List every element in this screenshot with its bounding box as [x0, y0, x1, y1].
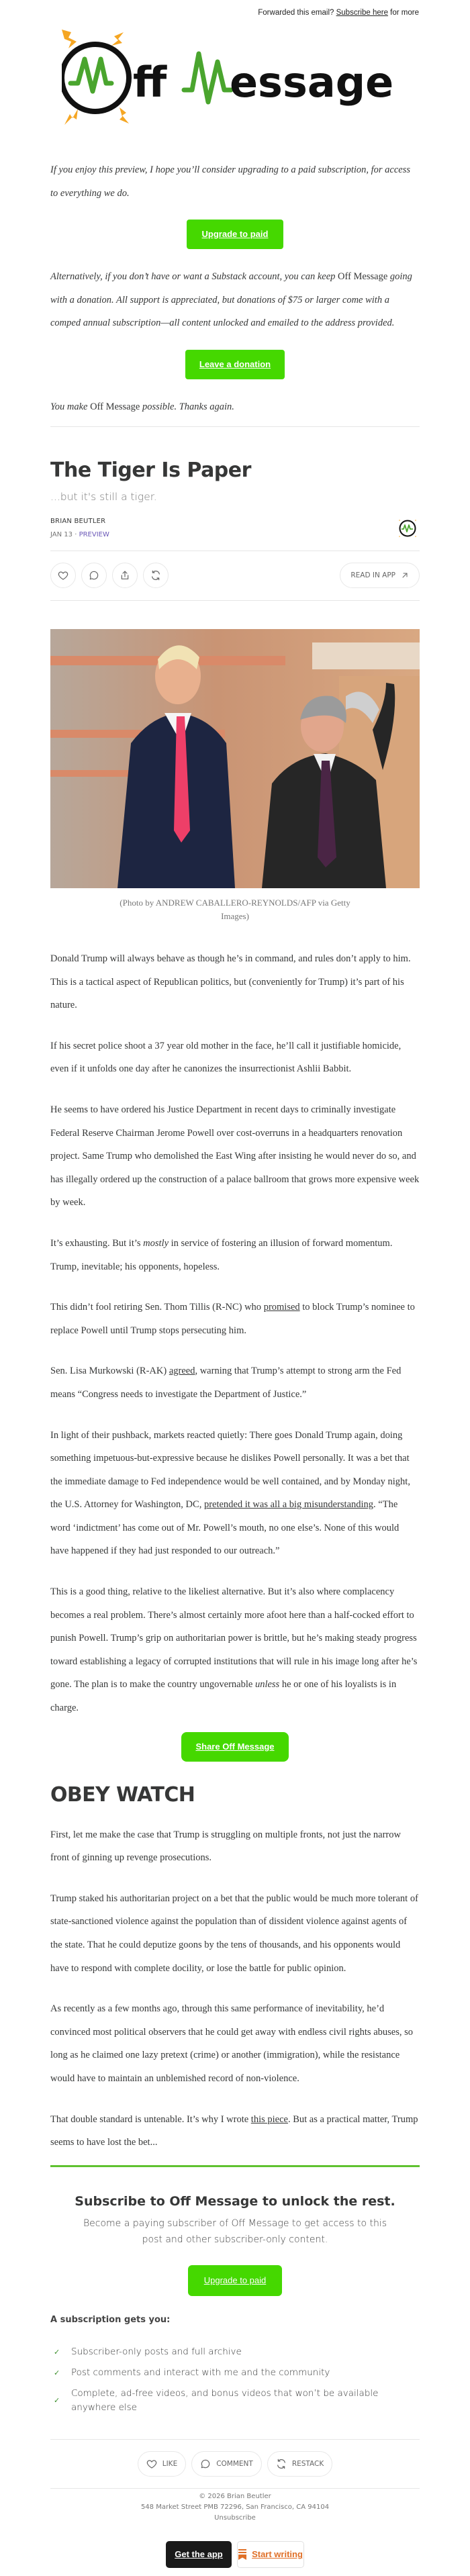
body-paragraph [50, 1359, 420, 1406]
promo-paragraph-2 [50, 265, 420, 335]
heart-icon [146, 2459, 157, 2469]
svg-text:essage: essage [230, 58, 394, 107]
like-button[interactable] [50, 563, 76, 588]
post-meta [50, 531, 109, 538]
forwarded-suffix: for more [390, 9, 419, 17]
post-header [50, 427, 420, 551]
promo-text: going with a donation. All support is appreciated, but donations of $75 or larger come with a comped annual subscription—all content unlocked and emailed to the address provided. [50, 271, 412, 328]
body-paragraph [50, 2108, 420, 2154]
paywall [50, 2167, 420, 2296]
check-icon: ✓ [54, 2368, 60, 2377]
comment-icon [89, 570, 99, 581]
post-subtitle: ...but it's still a tiger. [50, 491, 157, 503]
post-title[interactable]: The Tiger Is Paper [50, 459, 251, 482]
paywall-subtext: Become a paying subscriber of Off Message to get access to this post and other subscriber-only content. [83, 2217, 387, 2245]
divider [50, 600, 420, 601]
article-body [50, 923, 420, 2154]
comment-label: COMMENT [216, 2459, 253, 2468]
subscription-benefits [50, 2296, 420, 2439]
post-actions [50, 551, 420, 600]
brand-name: Off Message [90, 401, 140, 412]
subscribe-here-link[interactable]: Subscribe here [336, 9, 388, 17]
section-heading: OBEY WATCH [50, 1782, 195, 1807]
author-name[interactable]: BRIAN BEUTLER [50, 518, 106, 525]
upgrade-to-paid-button[interactable]: Upgrade to paid [187, 220, 283, 249]
app-promo-row [50, 2541, 420, 2576]
body-paragraph: If his secret police shoot a 37 year old mother in the face, he’ll call it justifiable homicide, even if it unfolds one day after he canonizes the insurrectionist Ashlii Babbit. [50, 1040, 402, 1075]
body-paragraph [50, 1580, 420, 1720]
forwarded-prefix: Forwarded this email? [258, 9, 334, 17]
benefit-text: Complete, ad-free videos, and bonus videos that won’t be available anywhere else [71, 2387, 379, 2413]
emphasis-text: mostly [143, 1237, 169, 1249]
restack-button[interactable] [143, 563, 169, 588]
body-text: That double standard is untenable. It’s why I wrote [50, 2113, 249, 2125]
promo-text: possible. Thanks again. [142, 401, 234, 412]
benefit-item [50, 2366, 420, 2380]
body-text: to block Trump’s nominee to replace Powell until Trump stops persecuting him. [50, 1302, 415, 1336]
legal-footer [50, 2489, 420, 2524]
start-writing-label: Start writing [252, 2549, 303, 2560]
share-button[interactable] [112, 563, 138, 588]
check-icon: ✓ [54, 2396, 60, 2405]
comment-button[interactable] [81, 563, 107, 588]
publication-avatar-icon[interactable] [398, 519, 417, 538]
paywall-upgrade-button[interactable]: Upgrade to paid [188, 2265, 282, 2296]
body-text: Sen. Lisa Murkowski (R-AK) [50, 1366, 167, 1377]
byline [50, 518, 420, 551]
promo-text: Alternatively, if you don’t have or want a Substack account, you can keep [50, 271, 336, 282]
body-paragraph: As recently as a few months ago, through this same performance of inevitability, he’d convinced most political observers that he could get away with endless civil rights abuses, so long as he claimed one lazy pretext (crime) or another (immigration), while the resistance would have to maintain an unblemished record of non-violence. [50, 2003, 414, 2084]
body-paragraph [50, 1296, 420, 1342]
share-icon [120, 570, 130, 581]
get-app-label: Get the app [175, 2549, 223, 2560]
body-text: . “The word ‘indictment’ has come out of Mr. Powell’s mouth, no one else’s. None of this would have happened if they had just responded to our outreach.” [50, 1499, 399, 1557]
body-text: This didn’t fool retiring Sen. Thom Tillis (R-NC) who [50, 1302, 262, 1313]
benefit-text: Post comments and interact with me and the community [71, 2367, 330, 2378]
promo-paragraph-3 [50, 395, 420, 419]
body-paragraph [50, 1424, 420, 1564]
promo-paragraph-1: If you enjoy this preview, I hope you’ll consider upgrading to a paid subscription, for access to everything we do. [50, 164, 411, 199]
substack-logo-icon [238, 2549, 246, 2560]
mailing-address: 548 Market Street PMB 72296, San Francisco, CA 94104 [140, 2503, 330, 2511]
external-arrow-icon [401, 571, 409, 579]
hero-photo[interactable] [50, 629, 420, 888]
footer-comment-button[interactable] [191, 2451, 262, 2477]
read-in-app-button[interactable] [340, 563, 420, 588]
copyright: © 2026 Brian Beutler [199, 2492, 271, 2500]
agreed-link[interactable]: agreed [169, 1366, 195, 1377]
emphasis-text: unless [254, 1679, 280, 1690]
promo-text: You make [50, 401, 88, 412]
body-paragraph: He seems to have ordered his Justice Department in recent days to criminally investigate Federal Reserve Chairman Jerome Powell over cost-overruns in a headquarters renovation project. Same Trump who demolished the East Wing after insisting he would never do so, and has illegally ordered up the construction of a palace ballroom that grows more expensive week by week. [50, 1104, 420, 1208]
leave-donation-button[interactable]: Leave a donation [185, 350, 285, 379]
body-paragraph [50, 1232, 420, 1278]
body-text: In light of their pushback, markets reacted quietly: There goes Donald Trump again, doing something impetuous-but-expressive because he dislikes Powell personally. It was a bet that the immediate damage to Fed independence would be well contained, and by Monday night, the U.S. Attorney for Washington, DC, [50, 1429, 410, 1511]
promo-section [50, 130, 420, 418]
body-text: This is a good thing, relative to the likeliest alternative. But it’s also where complacency becomes a real problem. There’s almost certainly more afoot here than a half-cocked effort to punish Powell. Trump’s grip on authoritarian power is brittle, but he’s making steady progress toward establishing a legacy of corrupted institutions that will rule in his image long after he’s gone. The plan is to make the country ungovernable [50, 1586, 418, 1690]
misunderstanding-link[interactable]: pretended it was all a big misunderstanding [203, 1499, 374, 1511]
start-writing-button[interactable] [237, 2541, 304, 2568]
image-caption: (Photo by ANDREW CABALLERO-REYNOLDS/AFP via Getty Images) [120, 898, 350, 921]
body-paragraph: First, let me make the case that Trump is struggling on multiple fronts, not just the narrow front of ginning up revenge prosecutions. [50, 1829, 401, 1864]
benefit-text: Subscriber-only posts and full archive [71, 2346, 242, 2357]
off-message-logo-icon [62, 30, 411, 130]
footer-restack-button[interactable] [267, 2451, 332, 2477]
preview-badge: PREVIEW [79, 531, 109, 538]
masthead-logo[interactable] [0, 23, 470, 130]
like-label: LIKE [162, 2459, 178, 2468]
post-date: JAN 13 [50, 531, 73, 538]
paywall-heading: Subscribe to Off Message to unlock the rest. [75, 2193, 395, 2209]
promised-link[interactable]: promised [263, 1302, 300, 1313]
benefit-item [50, 2387, 420, 2415]
forwarded-notice [0, 0, 470, 23]
restack-icon [276, 2459, 287, 2469]
body-text: in service of fostering an illusion of forward momentum. Trump, inevitable; his opponents, hopeless. [50, 1237, 393, 1272]
share-off-message-button[interactable]: Share Off Message [181, 1732, 289, 1762]
meta-separator: · [75, 531, 77, 538]
photo-trump-powell-construction-icon [50, 629, 420, 888]
body-text: , warning that Trump’s attempt to strong arm the Fed means “Congress needs to investigate the Department of Justice.” [50, 1366, 402, 1400]
benefits-title: A subscription gets you: [50, 2314, 171, 2325]
footer-actions [50, 2440, 420, 2488]
body-paragraph: Donald Trump will always behave as though he’s in command, and rules don’t apply to him. This is a tactical aspect of Republican politics, but (conveniently for Trump) it’s part of his nature. [50, 953, 411, 1011]
body-text: he or one of his loyalists is in charge. [50, 1679, 397, 1714]
restack-label: RESTACK [291, 2459, 324, 2468]
svg-text:ff: ff [133, 58, 167, 107]
body-paragraph: Trump staked his authoritarian project on a bet that the public would be much more tolerant of state-sanctioned violence against the population than of dissident violence against agents of the state. That he could deputize goons by the tens of thousands, and his opponents would have to respond with complete docility, or lose the battle for public opinion. [50, 1893, 418, 1974]
body-text: It’s exhausting. But it’s [50, 1237, 141, 1249]
body-text: . But as a practical matter, Trump seems to have lost the bet... [50, 2113, 418, 2148]
read-in-app-label: READ IN APP [350, 571, 395, 579]
unsubscribe-link[interactable]: Unsubscribe [214, 2514, 256, 2522]
brand-name: Off Message [338, 271, 388, 282]
heart-icon [58, 570, 68, 581]
this-piece-link[interactable]: this piece [250, 2113, 288, 2125]
benefit-item [50, 2345, 420, 2359]
footer-like-button[interactable] [138, 2451, 186, 2477]
restack-icon [150, 570, 161, 581]
comment-icon [200, 2459, 211, 2469]
get-the-app-button[interactable] [166, 2541, 232, 2568]
check-icon: ✓ [54, 2347, 60, 2356]
